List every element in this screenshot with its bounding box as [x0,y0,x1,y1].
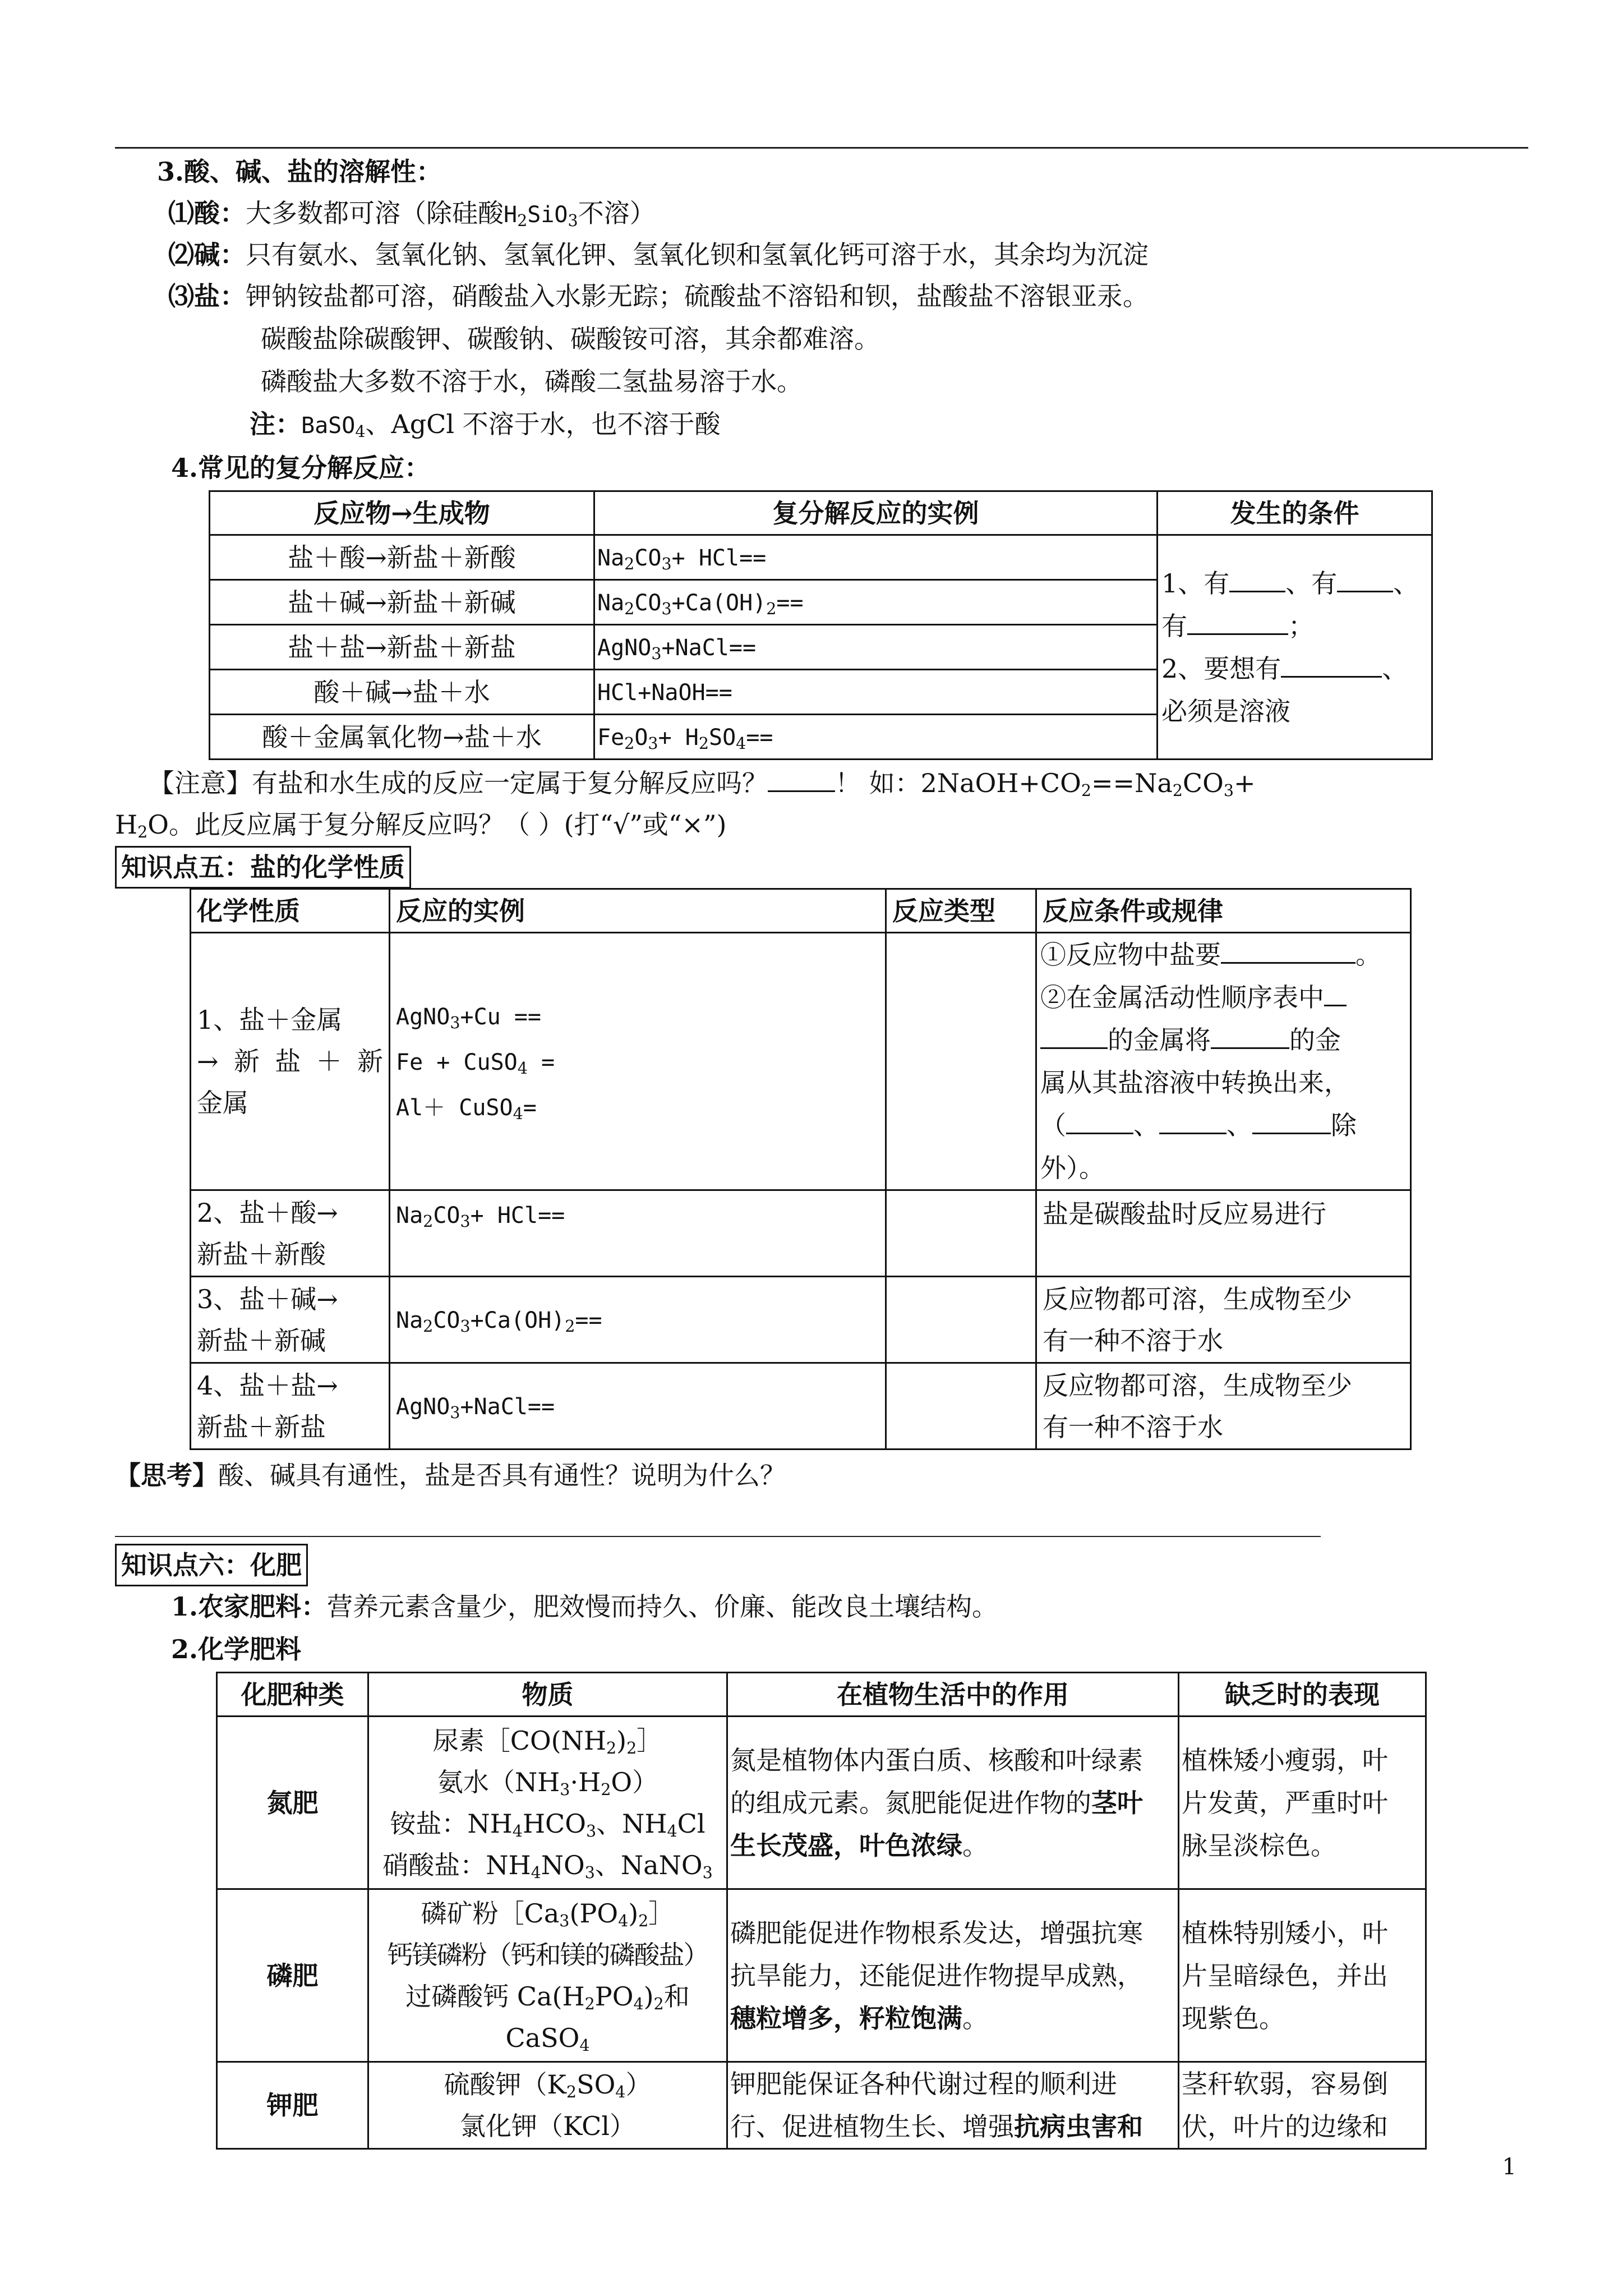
chem-sub: 3 [460,1317,471,1336]
acid-formula-a: H [504,202,518,228]
reaction-type: 酸＋碱→盐＋水 [210,670,594,715]
prop-line: 金属 [197,1088,248,1118]
salt-property [191,1363,390,1450]
chem-sub: 4 [736,734,746,753]
reaction-example [594,580,1158,625]
chem-sub: 2 [766,600,777,619]
salt-reaction-type[interactable] [886,933,1036,1190]
item1-label: 1.农家肥料： [171,1591,328,1622]
material-line [375,2064,721,2105]
note-sub1: 2 [1081,781,1091,800]
chem-text: Na [597,545,625,571]
note-line2b: O。此反应属于复分解反应吗？（ ）(打“√”或“×”) [147,809,727,840]
sec3-base [168,233,1149,276]
chem-sub: 3 [648,734,658,753]
note-text4: CO [1182,768,1224,798]
condition-text: 2、要想有 [1161,653,1281,684]
think-line [115,1454,786,1497]
material-text: SO [577,2069,616,2100]
fert-header-role: 在植物生活中的作用 [727,1673,1179,1717]
lack-line: 茎秆软弱，容易倒 [1182,2069,1388,2099]
material-text: 铵盐：NH [390,1808,513,1839]
lack-line: 脉呈淡棕色。 [1182,1830,1336,1861]
chem-sub: 3 [661,555,672,574]
base-text: 只有氨水、氢氧化钠、氢氧化钾、氢氧化钡和氢氧化钙可溶于水，其余均为沉淀 [246,240,1149,270]
chem-text: +Cu == [460,1004,541,1030]
chem-sub: 2 [423,1317,434,1336]
fert-role-potassium [727,2062,1179,2149]
reaction-header-example: 复分解反应的实例 [594,491,1158,535]
rule-blank[interactable] [1159,1110,1227,1134]
think-text: 酸、碱具有通性，盐是否具有通性？说明为什么？ [218,1460,786,1490]
condition-blank[interactable] [1337,568,1393,592]
reaction-type: 酸＋金属氧化物→盐＋水 [210,715,594,760]
acid-formula-b: SiO [527,202,568,228]
fert-role-phosphorus [727,1889,1179,2062]
chem-text: == [746,725,773,751]
material-text: ) [616,1725,627,1756]
material-line [375,1803,721,1844]
sec3-acid [168,192,656,236]
condition-line4: 必须是溶液 [1161,696,1290,726]
chem-text: CO [634,590,662,616]
material-text: (PO [569,1898,619,1929]
lack-line: 植株矮小瘦弱，叶 [1182,1745,1388,1775]
material-sub: 4 [531,1863,541,1882]
role-line [730,1782,1175,1824]
material-text: HCO [522,1808,586,1839]
material-text: ) [643,1981,654,2012]
fert-header-type: 化肥种类 [217,1673,368,1717]
condition-text: 有 [1161,610,1187,641]
kp6-item2: 2.化学肥料 [171,1634,302,1664]
chem-text: SO [708,725,736,751]
condition-line2 [1161,605,1428,647]
prop-line: 4、盐＋盐→ [197,1370,338,1401]
lack-line: 片发黄，严重时叶 [1182,1787,1388,1818]
material-text: 硝酸盐：NH [382,1849,531,1880]
role-text: 行、促进植物生长、增强 [730,2111,1014,2142]
material-sub: 2 [566,2083,577,2102]
material-sub: 3 [559,1911,570,1930]
rule-line: 反应物都可溶，生成物至少 [1043,1283,1352,1314]
reaction-table [209,490,1433,760]
reaction-header-condition: 发生的条件 [1158,491,1432,535]
material-text: 和 [663,1981,690,2012]
chem-text: +NaCl== [661,635,757,661]
reaction-type: 盐＋碱→新盐＋新碱 [210,580,594,625]
chem-text: == [575,1308,602,1333]
material-line [375,1976,721,2017]
material-text: 、NaNO [594,1849,703,1880]
rule-line [1040,1019,1407,1061]
salt-property [191,1190,390,1277]
rule-line [1040,933,1407,976]
chem-text: AgNO [597,635,652,661]
salt-rule [1036,933,1411,1190]
material-sub: 4 [633,1994,644,2013]
fert-type-potassium: 钾肥 [217,2062,368,2149]
rule-blank[interactable] [1040,1025,1108,1049]
condition-line1 [1161,562,1428,605]
material-sub: 2 [653,1994,664,2013]
material-text: ］ [648,1898,675,1929]
reaction-example [594,670,1158,715]
salt-label: ⑶盐： [168,281,246,311]
chem-text: + H [658,725,699,751]
fert-type-nitrogen: 氮肥 [217,1717,368,1889]
rule-text: 。 [1355,940,1381,970]
section-rule [115,1536,1321,1537]
chem-text: +Ca(OH) [470,1308,565,1333]
lack-line: 伏，叶片的边缘和 [1182,2111,1388,2142]
salt-example [390,1277,886,1363]
chem-text: = [527,1049,555,1075]
chem-sub: 4 [513,1104,523,1123]
rule-blank[interactable] [1252,1110,1331,1134]
fert-material-phosphorus [368,1889,727,2062]
prop-line: 新盐＋新盐 [197,1411,326,1442]
sec4-title: 4.常见的复分解反应： [171,453,431,483]
material-sub: 3 [560,1780,570,1799]
material-sub: 2 [584,1994,595,2013]
salt-rule [1036,1277,1411,1363]
salt-rule: 盐是碳酸盐时反应易进行 [1036,1190,1411,1277]
note-text3: ==Na [1091,768,1173,798]
fert-header-material: 物质 [368,1673,727,1717]
note-blank[interactable] [768,768,835,792]
material-text: ·H [570,1766,601,1797]
reaction-condition [1158,535,1432,760]
rule-text: 的金 [1289,1025,1341,1055]
rule-text: 除 [1331,1110,1357,1140]
role-bold: 茎叶 [1091,1787,1143,1818]
salt-example [390,933,886,1190]
material-line: 钙镁磷粉（钙和镁的磷酸盐） [387,1939,708,1970]
kp5-title: 知识点五：盐的化学性质 [115,846,411,889]
acid-formula-sub2: 3 [568,211,578,231]
material-text: ］ [637,1725,663,1756]
role-line [730,2105,1175,2148]
chem-text: CO [634,545,662,571]
salt-header-type: 反应类型 [886,889,1036,933]
material-line [375,1893,721,1934]
role-line: 钾肥能保证各种代谢过程的顺利进 [730,2069,1117,2099]
page-number: 1 [1502,2154,1516,2180]
chem-text: Fe + CuSO [396,1049,518,1075]
rule-blank[interactable] [1324,982,1347,1006]
salt-example [390,1190,886,1277]
note-text5: + [1234,768,1256,798]
condition-text: ； [1288,610,1314,641]
chem-text: = [523,1094,537,1121]
material-sub: 2 [626,1738,637,1757]
note-label: 注： [250,409,301,439]
note-line1 [149,762,1256,804]
example-line [396,1084,879,1130]
chem-text: + HCl== [671,545,767,571]
condition-blank[interactable] [1229,568,1285,592]
material-sub: 2 [638,1911,649,1930]
material-sub: 3 [585,1821,597,1841]
fert-material-potassium [368,2062,727,2149]
example-line [396,1039,879,1084]
chem-text: + HCl== [470,1203,565,1228]
material-text: 磷矿粉［Ca [421,1898,560,1929]
rule-line: 外）。 [1040,1153,1105,1183]
note-line2sub: 2 [137,823,148,842]
role-line: 氮是植物体内蛋白质、核酸和叶绿素 [730,1745,1143,1775]
material-text: CaSO [505,2022,580,2053]
reaction-example [594,715,1158,760]
chem-text: CO [433,1203,460,1228]
note-sub2: 2 [1172,781,1183,800]
material-text: 尿素［CO(NH [432,1725,606,1756]
salt-header-rule: 反应条件或规律 [1036,889,1411,933]
fert-header-lack: 缺乏时的表现 [1179,1673,1426,1717]
rule-line: 属从其盐溶液中转换出来， [1040,1068,1350,1098]
material-sub: 4 [667,1821,677,1841]
fert-lack-phosphorus [1179,1889,1426,2062]
kp6-item1 [171,1585,998,1628]
rule-blank[interactable] [1211,1025,1289,1049]
acid-formula-sub1: 2 [517,211,528,231]
prop-line: →新盐＋新 [197,1046,383,1076]
note-text2: ！ 如：2NaOH+CO [835,768,1081,798]
material-text: PO [594,1981,634,2012]
base-label: ⑵碱： [168,240,246,270]
material-sub: 3 [702,1863,713,1882]
salt-header-property: 化学性质 [191,889,390,933]
acid-text: 大多数都可溶（除硅酸 [246,198,504,228]
think-label: 【思考】 [115,1460,218,1490]
prop-line: 新盐＋新碱 [197,1325,326,1356]
salt-property [191,1277,390,1363]
role-text: 。 [962,2003,988,2033]
role-text: 。 [962,1830,988,1861]
sec3-note [250,403,721,447]
role-bold: 穗粒增多，籽粒饱满 [730,2003,962,2033]
salt-example [390,1363,886,1450]
rule-line: 有一种不溶于水 [1043,1411,1223,1442]
note-sub3: 3 [1223,781,1234,800]
role-bold: 抗病虫害和 [1014,2111,1143,2142]
rule-text: 的金属将 [1108,1025,1211,1055]
acid-text-end: 不溶） [578,198,656,228]
material-text: ） [625,2069,652,2100]
material-text: 硫酸钾（K [444,2069,566,2100]
rule-blank[interactable] [1221,940,1355,964]
role-text: 的组成元素。氮肥能促进作物的 [730,1787,1091,1818]
material-sub: 4 [579,2036,590,2055]
chem-sub: 2 [423,1212,434,1231]
fert-lack-nitrogen [1179,1717,1426,1889]
chem-sub: 3 [460,1212,471,1231]
fert-lack-potassium [1179,2062,1426,2149]
salt-property-table [190,888,1412,1450]
reaction-type: 盐＋盐→新盐＋新盐 [210,625,594,670]
kp6-title: 知识点六：化肥 [115,1544,308,1586]
role-bold: 生长茂盛，叶色浓绿 [730,1830,962,1861]
chem-text: AgNO [396,1394,450,1420]
material-sub: 2 [606,1738,617,1757]
material-text: O） [611,1766,658,1797]
prop-line: 3、盐＋碱→ [197,1283,338,1314]
fertilizer-table [216,1672,1427,2150]
lack-line: 现紫色。 [1182,2003,1285,2033]
chem-text: +Ca(OH) [671,590,767,616]
fert-material-nitrogen [368,1717,727,1889]
note-line2 [115,803,726,846]
material-text: NO [541,1849,585,1880]
chem-text: AgNO [396,1004,450,1030]
chem-text: Na [597,590,625,616]
rule-text: ②在金属活动性顺序表中 [1040,982,1324,1013]
chem-text: HCl+NaOH== [597,680,732,706]
top-rule [115,147,1528,149]
condition-line3 [1161,647,1428,690]
chem-sub: 2 [624,555,635,574]
rule-line [1040,1104,1407,1147]
material-sub: 4 [618,1911,629,1930]
salt-header-example: 反应的实例 [390,889,886,933]
chem-text: O [634,725,648,751]
reaction-header-type: 反应物→生成物 [210,491,594,535]
material-line: 氯化钾（KCl） [459,2111,636,2141]
chem-sub: 2 [698,734,709,753]
reaction-type: 盐＋酸→新盐＋新酸 [210,535,594,580]
salt-rule [1036,1363,1411,1450]
chem-text: Al＋ CuSO [396,1094,513,1121]
chem-sub: 3 [450,1404,460,1423]
role-line: 磷肥能促进作物根系发达，增强抗寒 [730,1917,1143,1948]
condition-text: 、有 [1285,568,1338,599]
note-sub: 4 [355,422,366,441]
chem-text: Na [396,1308,423,1333]
fert-type-phosphorus: 磷肥 [217,1889,368,2062]
chem-sub: 3 [651,645,662,664]
salt-text1: 钾钠铵盐都可溶，硝酸盐入水影无踪；硫酸盐不溶铅和钡，盐酸盐不溶银亚汞。 [246,281,1149,311]
example-line [396,993,879,1039]
chem-sub: 2 [624,734,635,753]
condition-text: 、 [1393,568,1419,599]
sec3-salt2: 碳酸盐除碳酸钾、碳酸钠、碳酸铵可溶，其余都难溶。 [261,324,880,354]
material-text: ) [628,1898,639,1929]
rule-text: ①反应物中盐要 [1040,940,1221,970]
chem-sub: 4 [517,1059,528,1078]
material-sub: 4 [512,1821,523,1841]
salt-reaction-type[interactable] [886,1363,1036,1450]
condition-text: 1、有 [1161,568,1230,599]
material-line [375,1761,721,1803]
material-sub: 2 [601,1780,611,1799]
chem-sub: 3 [450,1013,460,1032]
rule-blank[interactable] [1066,1110,1133,1134]
condition-blank[interactable] [1281,654,1382,678]
condition-text: 、 [1382,653,1408,684]
condition-blank[interactable] [1187,611,1288,635]
material-text: Cl [677,1808,706,1839]
reaction-example [594,535,1158,580]
rule-line: 有一种不溶于水 [1043,1325,1223,1356]
chem-sub: 2 [624,600,635,619]
chem-sub: 2 [565,1317,575,1336]
chem-text: +NaCl== [460,1394,555,1420]
note-b: 、AgCl 不溶于水，也不溶于酸 [365,409,721,439]
note-line2a: H [115,809,138,840]
material-text: 、NH [596,1808,667,1839]
lack-line: 片呈暗绿色，并出 [1182,1960,1388,1991]
rule-line [1040,976,1407,1019]
fert-role-nitrogen [727,1717,1179,1889]
sec3-salt3: 磷酸盐大多数不溶于水，磷酸二氢盐易溶于水。 [261,366,803,397]
acid-label: ⑴酸： [168,198,246,228]
material-text: 氨水（NH [437,1766,560,1797]
role-line [730,1824,1175,1867]
reaction-example [594,625,1158,670]
prop-line: 1、盐＋金属 [197,1005,343,1035]
rule-text: 、 [1133,1110,1159,1140]
chem-text: CO [433,1308,460,1333]
sec3-salt [168,275,1149,318]
material-text: 过磷酸钙 Ca(H [405,1981,585,2012]
material-line [375,2017,721,2059]
material-line [375,1844,721,1886]
role-line [730,1997,1175,2040]
material-line [375,1720,721,1761]
item1-text: 营养元素含量少，肥效慢而持久、价廉、能改良土壤结构。 [327,1591,998,1622]
rule-text: （ [1040,1110,1066,1140]
sec3-title: 3.酸、碱、盐的溶解性： [157,157,442,187]
role-line: 抗旱能力，还能促进作物提早成熟， [730,1960,1143,1991]
lack-line: 植株特别矮小，叶 [1182,1917,1388,1948]
chem-text: Fe [597,725,625,751]
prop-line: 2、盐＋酸→ [197,1197,338,1228]
rule-text: 、 [1227,1110,1252,1140]
chem-text: == [776,590,804,616]
salt-reaction-type[interactable] [886,1277,1036,1363]
note-text1: 【注意】有盐和水生成的反应一定属于复分解反应吗？ [149,768,768,798]
material-sub: 4 [615,2083,626,2102]
material-sub: 3 [584,1863,595,1882]
note-a: BaSO [301,413,356,439]
chem-text: Na [396,1203,423,1228]
chem-sub: 3 [661,600,672,619]
rule-line: 反应物都可溶，生成物至少 [1043,1370,1352,1401]
prop-line: 新盐＋新酸 [197,1239,326,1269]
salt-property [191,933,390,1190]
salt-reaction-type[interactable] [886,1190,1036,1277]
